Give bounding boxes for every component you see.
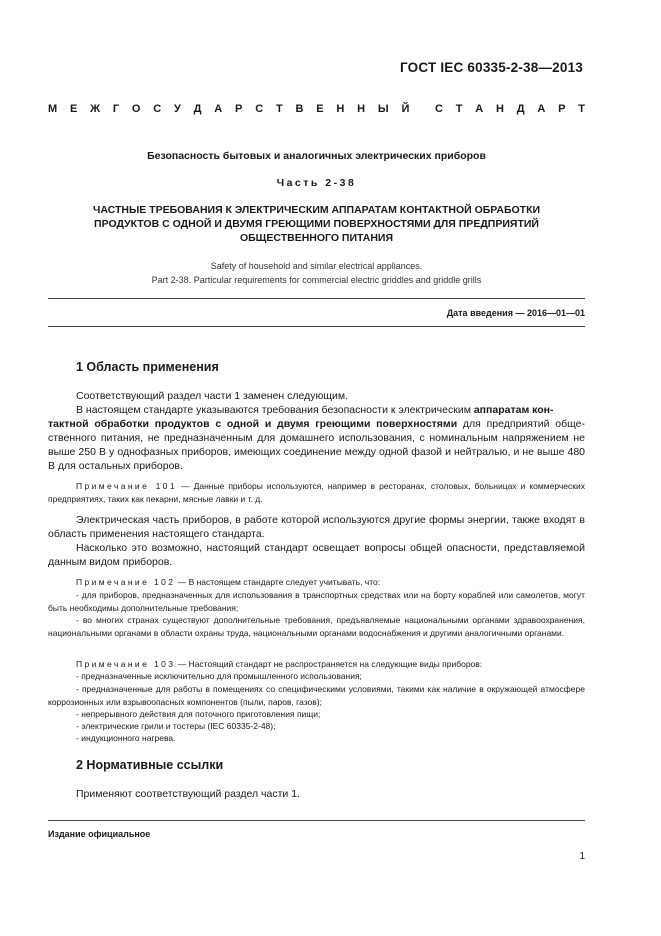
- banner-letter: Д: [193, 103, 202, 115]
- banner-letter: Р: [558, 103, 566, 115]
- banner-letter: С: [153, 103, 162, 115]
- bold-text-run: аппаратам кон-: [473, 404, 554, 416]
- banner-letter: Ы: [377, 103, 389, 115]
- note-102: [48, 576, 585, 589]
- text-run: В настоящем стандарте указываются требования безопасности к электрическим: [76, 404, 474, 416]
- note-list-item: - во многих странах существуют дополнительные требования, предъявляемые национальными органами здравоохранения, национальными органами в области охраны труда, национальными органами водоснабжения и другими аналогичными органами.: [48, 615, 585, 638]
- note-list-item: - предназначенные исключительно для промышленного использования;: [76, 671, 362, 681]
- english-title: [48, 259, 585, 287]
- banner-letter: С: [255, 103, 264, 115]
- banner-letter: Д: [516, 103, 525, 115]
- banner-letter: А: [214, 103, 223, 115]
- banner-letter: Е: [316, 103, 324, 115]
- paragraph-scope: [76, 403, 585, 417]
- document-part: Часть 2-38: [276, 177, 357, 189]
- banner-letter: Н: [357, 103, 366, 115]
- banner-letter: Н: [495, 103, 504, 115]
- banner-letter: Т: [275, 103, 283, 115]
- banner-letter: С: [434, 103, 443, 115]
- note-list-item: - предназначенные для работы в помещениях со специфическими условиями, такими как наличие в окружающей атмосфере коррозионных или взрывоопасных компонентов (пыли, паров, газов);: [48, 684, 585, 707]
- note-text: — Настоящий стандарт не распространяется на следующие виды приборов:: [175, 659, 483, 669]
- divider: [48, 298, 585, 299]
- divider: [48, 820, 585, 821]
- introduction-date: Дата введения — 2016—01—01: [446, 308, 585, 318]
- note-101: [48, 480, 585, 505]
- banner-letter: А: [475, 103, 484, 115]
- banner-letter: О: [131, 103, 141, 115]
- main-title-line: ПРОДУКТОВ С ОДНОЙ И ДВУМЯ ГРЕЮЩИМИ ПОВЕРХНОСТЯМИ ДЛЯ ПРЕДПРИЯТИЙ: [94, 218, 539, 230]
- divider: [48, 326, 585, 327]
- document-main-title: [48, 203, 585, 245]
- banner-letter: М: [48, 103, 58, 115]
- note-label: Примечание 102: [76, 577, 176, 587]
- section-heading-scope: 1 Область применения: [76, 360, 219, 374]
- banner-letter: Й: [401, 103, 410, 115]
- note-list-item: - индукционного нагрева.: [76, 733, 176, 743]
- section-heading-normative-references: 2 Нормативные ссылки: [76, 758, 224, 772]
- note-list-item: - для приборов, предназначенных для использования в транспортных средствах или на борту кораблей или самолетов, могут быть необходимы дополнительные требования;: [48, 590, 585, 613]
- banner-letter: Т: [578, 103, 585, 115]
- banner-letter: Г: [112, 103, 120, 115]
- note-list-item: - непрерывного действия для поточного приготовления пищи;: [76, 709, 321, 719]
- banner-letter: Н: [336, 103, 345, 115]
- paragraph: Электрическая часть приборов, в работе которой используются другие формы энергии, также входят в область применения настоящего стандарта.: [48, 514, 585, 540]
- main-title-line: ЧАСТНЫЕ ТРЕБОВАНИЯ К ЭЛЕКТРИЧЕСКИМ АППАРАТАМ КОНТАКТНОЙ ОБРАБОТКИ: [92, 204, 541, 216]
- banner-letter: Р: [235, 103, 243, 115]
- note-103: [48, 658, 585, 671]
- banner-letter: Ж: [90, 103, 101, 115]
- note-label: Примечание 101: [76, 481, 178, 491]
- note-label: Примечание 103: [76, 659, 176, 669]
- banner-letter: Е: [69, 103, 78, 115]
- document-code: ГОСТ IEC 60335-2-38—2013: [399, 60, 583, 75]
- paragraph: Соответствующий раздел части 1 заменен следующим.: [76, 390, 348, 402]
- main-title-line: ОБЩЕСТВЕННОГО ПИТАНИЯ: [239, 232, 394, 244]
- banner-letter: В: [295, 103, 304, 115]
- document-subtitle: Безопасность бытовых и аналогичных электрических приборов: [147, 150, 486, 162]
- banner-letter: А: [537, 103, 546, 115]
- note-text: — Данные приборы используются, например в ресторанах, столовых, больницах и коммерческих предприятиях, таких как пекарни, мясные лавки и т. д.: [48, 481, 585, 504]
- banner-letter: У: [174, 103, 181, 115]
- text-run: для предприятий общественного питания, не предназначенным для домашнего использования, с номинальным напряжением не выше 250 В у однофазных приборов, имеющих соединение между одной фазой и нейтралью, и не выше 480 В для остальных приборов.: [48, 418, 585, 472]
- note-text: — В настоящем стандарте следует учитывать, что:: [175, 577, 381, 587]
- banner-letter: Т: [455, 103, 463, 115]
- interstate-standard-banner: [48, 103, 585, 115]
- bold-text-run: тактной обработки продуктов с одной и двумя греющими поверхностями: [48, 418, 458, 430]
- paragraph: Применяют соответствующий раздел части 1.: [76, 788, 300, 800]
- paragraph: Насколько это возможно, настоящий стандарт освещает вопросы общей опасности, представляемой данным видом приборов.: [48, 542, 585, 568]
- english-title-line: Part 2-38. Particular requirements for commercial electric griddles and griddle grills: [151, 275, 482, 285]
- official-edition-label: Издание официальное: [48, 829, 151, 839]
- page-number: 1: [579, 851, 585, 862]
- english-title-line: Safety of household and similar electrical appliances.: [210, 261, 423, 271]
- note-list-item: - электрические грили и тостеры (IEC 60335-2-48);: [76, 721, 276, 731]
- paragraph-scope-continued: [48, 417, 585, 473]
